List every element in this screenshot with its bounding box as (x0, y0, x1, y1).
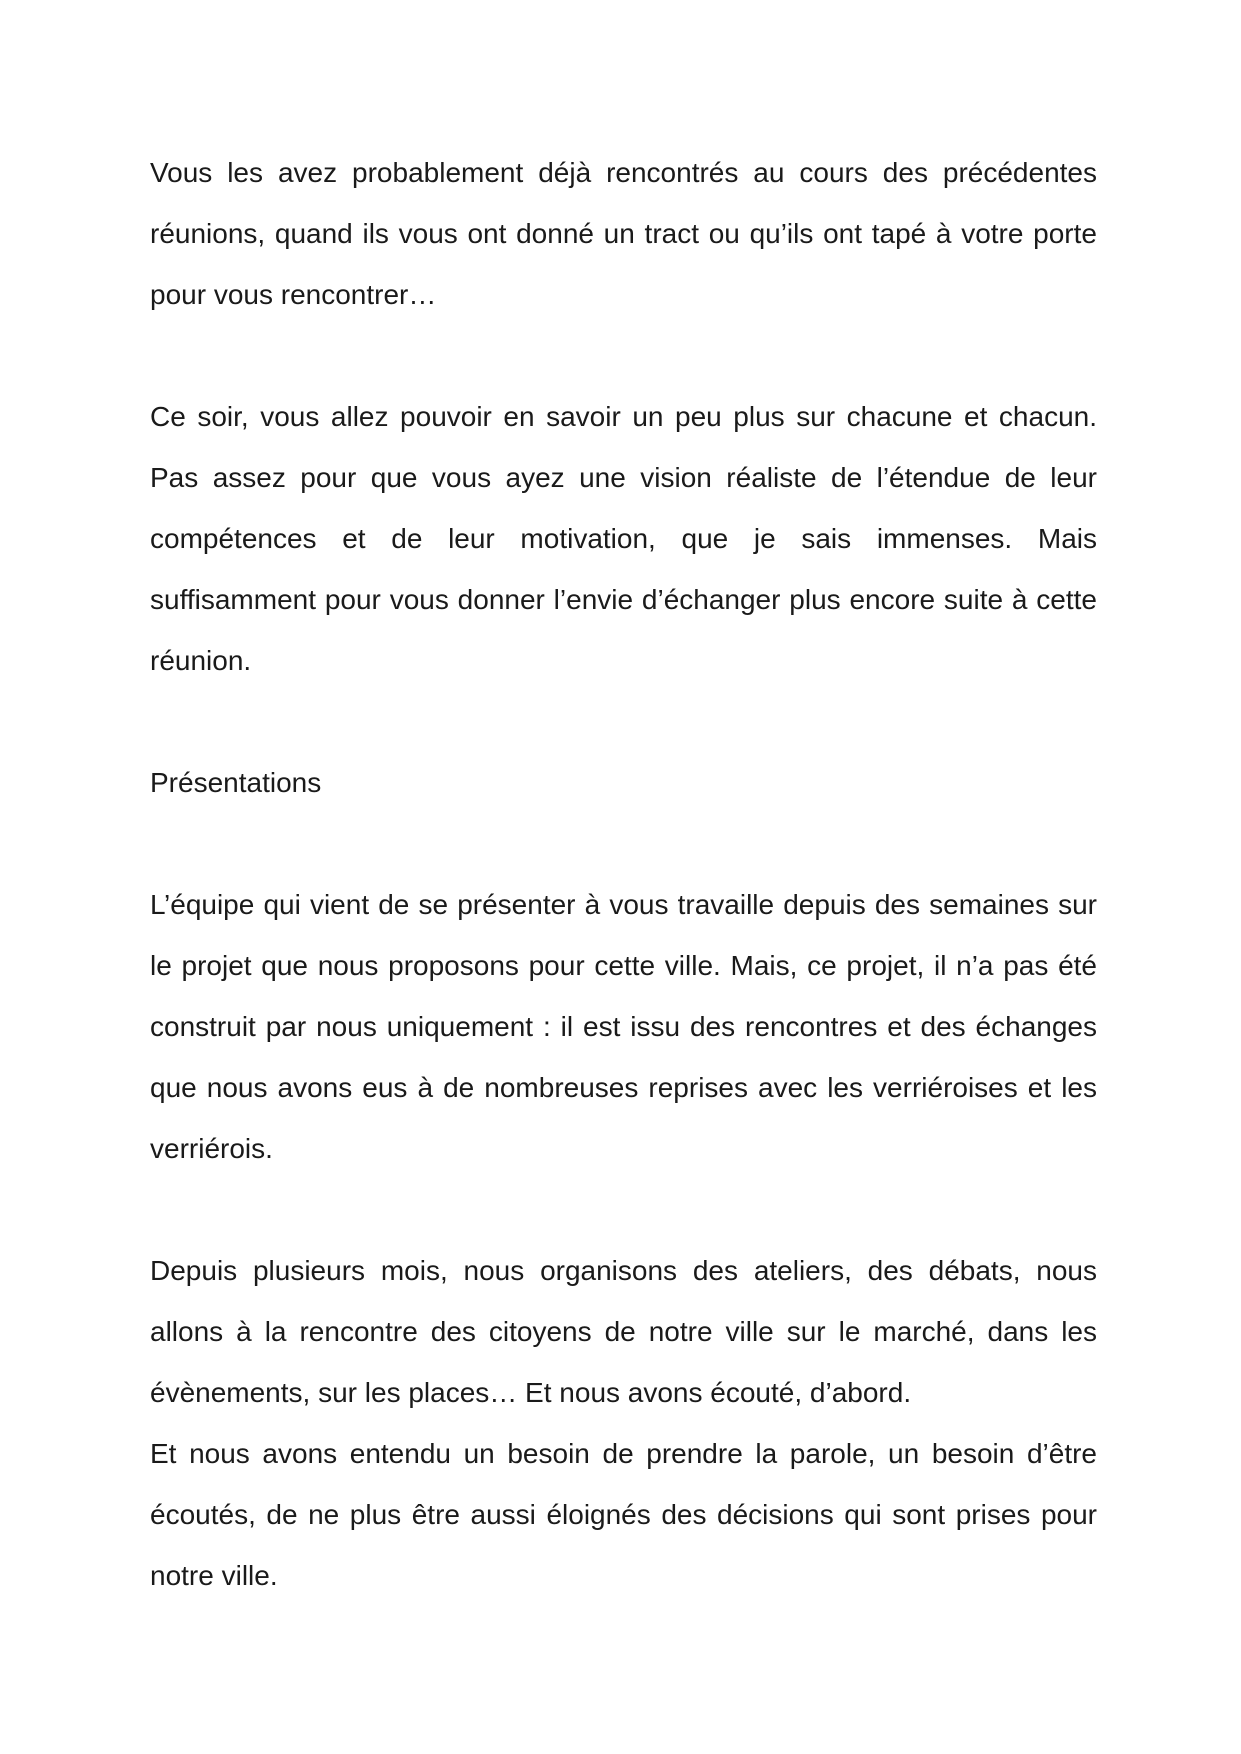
paragraph-intro: Vous les avez probablement déjà rencontrés au cours des précédentes réunions, quand ils vous ont donné un tract ou qu’ils ont tapé à votre porte pour vous rencontrer… (150, 157, 1097, 310)
paragraph-this-evening: Ce soir, vous allez pouvoir en savoir un peu plus sur chacune et chacun. Pas assez pour que vous ayez une vision réaliste de l’étendue de leur compétences et de leur motivation, que je sais immenses. Mais suffisamment pour vous donner l’envie d’échanger plus encore suite à cette réunion. (150, 401, 1097, 676)
paragraph-spacer (150, 1179, 1097, 1240)
paragraph-team: L’équipe qui vient de se présenter à vous travaille depuis des semaines sur le projet que nous proposons pour cette ville. Mais, ce projet, il n’a pas été construit par nous uniquement : il est issu des rencontres et des échanges que nous avons eus à de nombreuses reprises avec les verriéroises et les verriérois. (150, 889, 1097, 1164)
paragraph-workshops: Depuis plusieurs mois, nous organisons des ateliers, des débats, nous allons à la rencontre des citoyens de notre ville sur le marché, dans les évènements, sur les places… Et nous avons écouté, d’abord. (150, 1255, 1097, 1408)
paragraph-spacer (150, 813, 1097, 874)
paragraph-spacer (150, 325, 1097, 386)
paragraph-listening: Et nous avons entendu un besoin de prendre la parole, un besoin d’être écoutés, de ne plus être aussi éloignés des décisions qui sont prises pour notre ville. (150, 1438, 1097, 1591)
document-body (150, 142, 1097, 1606)
paragraph-spacer (150, 691, 1097, 752)
section-heading: Présentations (150, 767, 322, 798)
